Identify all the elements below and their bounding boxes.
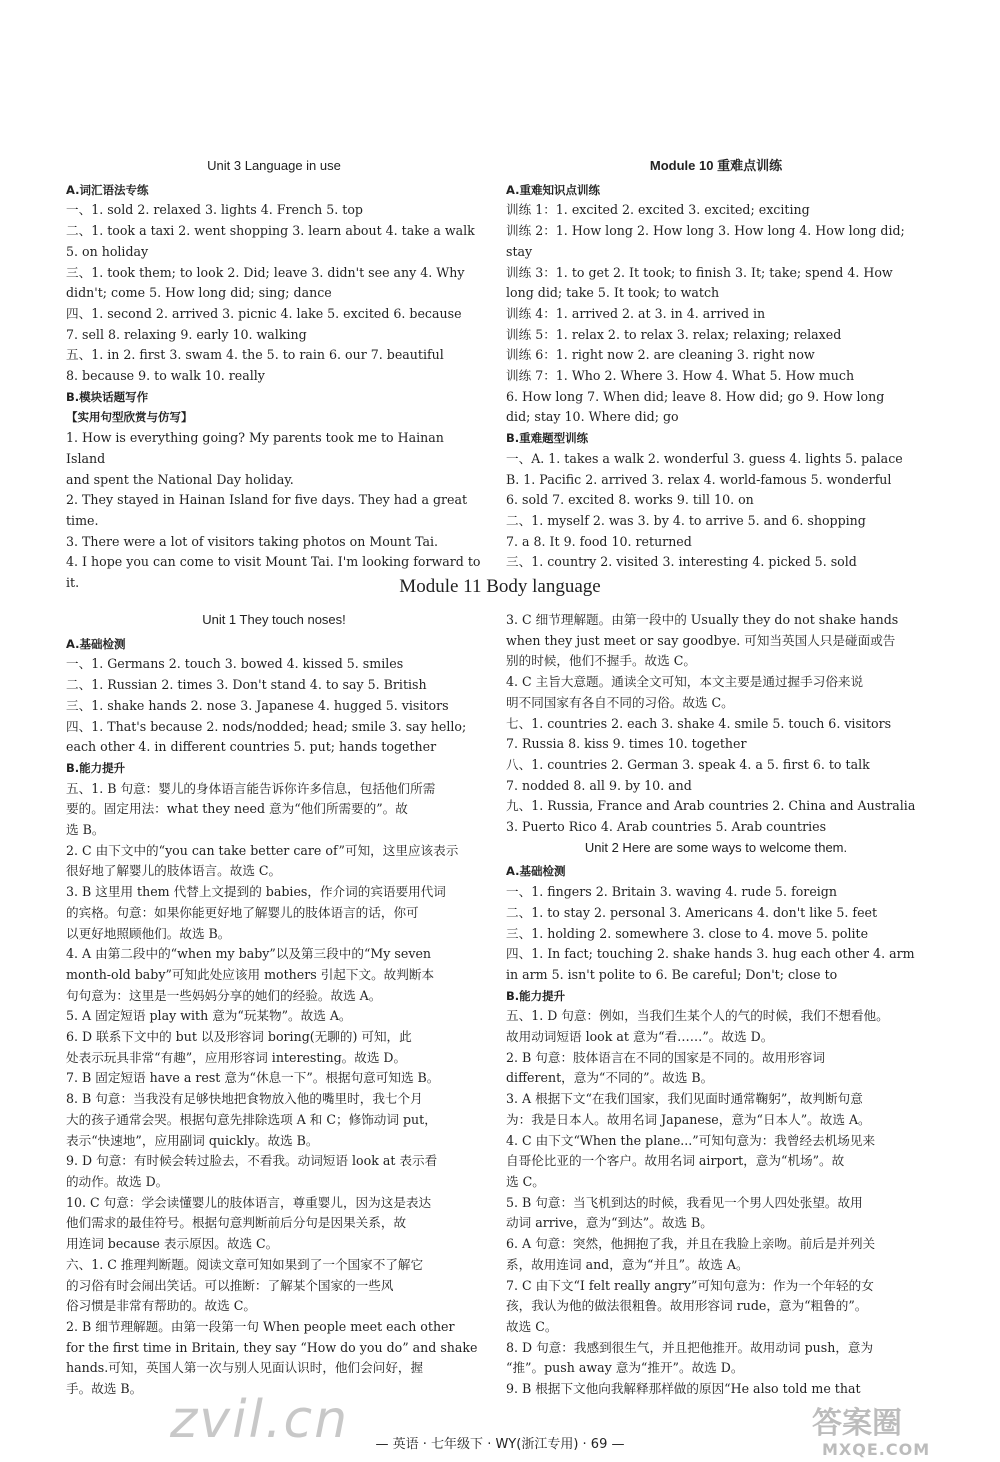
section-heading: A.基础检测 — [506, 864, 566, 879]
answer-line: 选 B。 — [66, 822, 105, 838]
answer-line: 4. A 由第二段中的“when my baby”以及第三段中的“My seven — [66, 946, 432, 962]
module-title: Module 11 Body language — [399, 576, 601, 597]
answer-line: 用连词 because 表示原因。故选 C。 — [66, 1236, 279, 1252]
answer-lines — [506, 180, 926, 573]
unit-title: Unit 2 Here are some ways to welcome them. — [584, 839, 848, 855]
answer-line: 表示“快速地”，应用副词 quickly。故选 B。 — [66, 1132, 319, 1148]
answer-line: 7. nodded 8. all 9. by 10. and — [506, 777, 692, 793]
answer-line: 为：我是日本人。故用名词 Japanese，意为“日本人”。故选 A。 — [506, 1111, 871, 1127]
answer-line: 5. B 句意：当飞机到达的时候，我看见一个男人四处张望。故用 — [506, 1194, 863, 1210]
answer-line: 七、1. countries 2. each 3. shake 4. smile 5. touch 6. visitors — [506, 715, 892, 731]
answer-line: 8. B 句意：当我没有足够快地把食物放入他的嘴里时，我七个月 — [66, 1091, 423, 1107]
answer-lines — [66, 634, 482, 1400]
answer-line: 孩，我认为他的做法很粗鲁。故用形容词 rude，意为“粗鲁的”。 — [506, 1298, 868, 1314]
answer-line: 三、1. shake hands 2. nose 3. Japanese 4. hugged 5. visitors — [66, 697, 449, 713]
answer-line: 五、1. B 句意：婴儿的身体语言能告诉你许多信息，包括他们所需 — [66, 780, 436, 796]
answer-line: 训练 7：1. Who 2. Where 3. How 4. What 5. How much — [506, 368, 855, 384]
unit-title: Unit 3 Language in use — [207, 158, 341, 173]
answer-line: 3. Puerto Rico 4. Arab countries 5. Arab countries — [506, 819, 827, 835]
answer-line: 训练 5：1. relax 2. to relax 3. relax; relaxing; relaxed — [506, 326, 842, 342]
answer-line: 5. on holiday — [66, 243, 149, 259]
answer-line: 四、1. That's because 2. nods/nodded; head; smile 3. say hello; — [66, 718, 467, 734]
answer-lines — [506, 610, 926, 1400]
watermark-logo: 答案圈 — [812, 1406, 902, 1441]
answer-line: 4. C 主旨大意题。通读全文可知，本文主要是通过握手习俗来说 — [506, 674, 864, 690]
answer-line: 8. because 9. to walk 10. really — [66, 368, 265, 384]
answer-line: 自哥伦比亚的一个客户。故用名词 airport，意为“机场”。故 — [506, 1153, 845, 1169]
answer-line: 别的时候，他们不握手。故选 C。 — [506, 653, 696, 669]
answer-line: 9. D 句意：有时候会转过脸去，不看我。动词短语 look at 表示看 — [66, 1153, 438, 1169]
answer-line: 故选 C。 — [506, 1318, 558, 1334]
section-heading: 【实用句型欣赏与仿写】 — [66, 410, 193, 425]
answer-line: did; stay 10. Where did; go — [506, 409, 679, 425]
answer-line: time. — [66, 512, 99, 528]
answer-line: month-old baby”可知此处应该用 mothers 引起下文。故判断本 — [66, 966, 435, 982]
answer-line: 二、1. took a taxi 2. went shopping 3. learn about 4. take a walk — [66, 223, 475, 239]
answer-line: 训练 1：1. excited 2. excited 3. excited; exciting — [506, 202, 810, 218]
answer-line: 五、1. D 句意：例如，当我们生某个人的气的时候，我们不想看他。 — [506, 1008, 889, 1024]
answer-line: for the first time in Britain, they say “How do you do” and shake — [66, 1339, 478, 1355]
answer-line: 7. B 固定短语 have a rest 意为“休息一下”。根据句意可知选 B。 — [66, 1070, 440, 1086]
answer-line: 5. A 固定短语 play with 意为“玩某物”。故选 A。 — [66, 1008, 352, 1024]
section-heading: B.重难题型训练 — [506, 431, 589, 446]
answer-line: 以更好地照顾他们。故选 B。 — [66, 925, 231, 941]
answer-line: each other 4. in different countries 5. put; hands together — [66, 739, 437, 755]
module-review-title: Module 10 重难点训练 — [649, 158, 783, 173]
answer-line: 二、1. myself 2. was 3. by 4. to arrive 5. and 6. shopping — [506, 512, 866, 528]
answer-line: 3. C 细节理解题。由第一段中的 Usually they do not shake hands — [506, 612, 899, 627]
watermark-left: zvil.cn — [170, 1390, 350, 1450]
answer-line: 3. A 根据下文“在我们国家，我们见面时通常鞠躬”，故判断句意 — [506, 1091, 863, 1107]
answer-line: 二、1. Russian 2. times 3. Don't stand 4. to say 5. British — [66, 677, 427, 693]
answer-line: when they just meet or say goodbye. 可知当英国人只是碰面或告 — [506, 632, 896, 648]
section-heading: B.模块话题写作 — [66, 389, 149, 404]
answer-line: 6. sold 7. excited 8. works 9. till 10. on — [506, 492, 754, 508]
answer-line: 一、1. fingers 2. Britain 3. waving 4. rude 5. foreign — [506, 884, 837, 900]
answer-line: 要的。固定用法：what they need 意为“他们所需要的”。故 — [66, 801, 408, 817]
answer-line: 处表示玩具非常“有趣”，应用形容词 interesting。故选 D。 — [66, 1049, 407, 1065]
answer-line: 训练 2：1. How long 2. How long 3. How long 4. How long did; stay — [506, 223, 905, 259]
answer-line: 的动作。故选 D。 — [66, 1173, 169, 1189]
section-heading: A.基础检测 — [66, 636, 126, 651]
answer-line: 6. D 联系下文中的 but 以及形容词 boring(无聊的) 可知，此 — [66, 1029, 412, 1045]
page-footer: — 英语 · 七年级下 · WY(浙江专用) · 69 — — [375, 1437, 625, 1452]
answer-line: 的习俗有时会闹出笑话。可以推断：了解某个国家的一些风 — [66, 1277, 394, 1293]
answer-line: 训练 4：1. arrived 2. at 3. in 4. arrived in — [506, 305, 766, 321]
answer-line: 二、1. to stay 2. personal 3. Americans 4. don't like 5. feet — [506, 904, 878, 920]
section-heading: B.能力提升 — [66, 760, 126, 775]
answer-line: 训练 6：1. right now 2. are cleaning 3. right now — [506, 347, 815, 363]
answer-line: 1. How is everything going? My parents took me to Hainan Island — [66, 430, 444, 466]
section-heading: A.词汇语法专练 — [66, 182, 149, 197]
answer-lines — [66, 180, 482, 594]
answer-line: 很好地了解婴儿的肢体语言。故选 C。 — [66, 863, 282, 879]
answer-line: 3. There were a lot of visitors taking photos on Mount Tai. — [66, 533, 439, 549]
column-bottom-left — [66, 610, 482, 1400]
answer-line: 大的孩子通常会哭。根据句意先排除选项 A 和 C；修饰动词 put， — [66, 1111, 437, 1127]
watermark-url: MXQE.COM — [822, 1440, 931, 1459]
answer-line: 一、1. Germans 2. touch 3. bowed 4. kissed 5. smiles — [66, 656, 404, 672]
answer-line: 三、1. took them; to look 2. Did; leave 3. didn't see any 4. Why — [66, 264, 465, 280]
answer-line: 7. a 8. It 9. food 10. returned — [506, 533, 692, 549]
column-top-right — [506, 156, 926, 573]
answer-line: 7. Russia 8. kiss 9. times 10. together — [506, 736, 747, 752]
answer-line: 8. D 句意：我感到很生气，并且把他推开。故用动词 push，意为 — [506, 1339, 874, 1355]
section-heading: B.能力提升 — [506, 988, 566, 1003]
answer-line: 7. sell 8. relaxing 9. early 10. walking — [66, 326, 307, 342]
answer-line: 3. B 这里用 them 代替上文提到的 babies，作介词的宾语要用代词 — [66, 884, 446, 900]
answer-line: 四、1. second 2. arrived 3. picnic 4. lake 5. excited 6. because — [66, 305, 462, 321]
answer-line: “推”。push away 意为“推开”。故选 D。 — [506, 1360, 744, 1376]
answer-line: 训练 3：1. to get 2. It took; to finish 3. It; take; spend 4. How — [506, 264, 893, 280]
answer-line: 2. C 由下文中的“you can take better care of”可知，这里应该表示 — [66, 842, 459, 858]
answer-line: 的宾格。句意：如果你能更好地了解婴儿的肢体语言的话，你可 — [66, 904, 419, 920]
answer-line: 九、1. Russia, France and Arab countries 2. China and Australia — [506, 798, 916, 814]
column-top-left — [66, 156, 482, 594]
answer-line: 三、1. holding 2. somewhere 3. close to 4. move 5. polite — [506, 925, 869, 941]
answer-line: 六、1. C 推理判断题。阅读文章可知如果到了一个国家不了解它 — [66, 1256, 424, 1272]
answer-line: 4. I hope you can come to visit Mount Tai. I'm looking forward to it. — [66, 554, 481, 591]
answer-line: 一、1. sold 2. relaxed 3. lights 4. French 5. top — [66, 202, 363, 218]
answer-line: 八、1. countries 2. German 3. speak 4. a 5. first 6. to talk — [506, 756, 870, 772]
answer-line: 四、1. In fact; touching 2. shake hands 3. hug each other 4. arm — [506, 946, 915, 962]
answer-line: 三、1. country 2. visited 3. interesting 4. picked 5. sold — [506, 554, 857, 570]
answer-line: 选 C。 — [506, 1173, 545, 1189]
answer-line: didn't; come 5. How long did; sing; dance — [66, 285, 332, 301]
section-heading: A.重难知识点训练 — [506, 182, 600, 197]
answer-line: 10. C 句意：学会读懂婴儿的肢体语言，尊重婴儿，因为这是表达 — [66, 1194, 432, 1210]
answer-line: 4. C 由下文“When the plane...”可知句意为：我曾经去机场见来 — [506, 1132, 876, 1148]
answer-line: 系，故用连词 and，意为“并且”。故选 A。 — [506, 1256, 749, 1272]
answer-line: 2. They stayed in Hainan Island for five days. They had a great — [66, 492, 468, 508]
answer-line: 明不同国家有各自不同的习俗。故选 C。 — [506, 694, 734, 710]
answer-line: and spent the National Day holiday. — [66, 471, 294, 487]
answer-line: 6. A 句意：突然，他拥抱了我，并且在我脸上亲吻。前后是并列关 — [506, 1236, 876, 1252]
answer-line: 9. B 根据下文他向我解释那样做的原因“He also told me that — [506, 1381, 861, 1397]
answer-line: hands.可知，英国人第一次与别人见面认识时，他们会问好，握 — [66, 1360, 424, 1376]
answer-line: 他们需求的最佳符号。根据句意判断前后分句是因果关系，故 — [66, 1215, 407, 1231]
answer-line: in arm 5. isn't polite to 6. Be careful; Don't; close to — [506, 966, 838, 982]
answer-line: 2. B 句意：肢体语言在不同的国家是不同的。故用形容词 — [506, 1049, 825, 1065]
answer-line: 6. How long 7. When did; leave 8. How did; go 9. How long — [506, 388, 885, 404]
answer-line: B. 1. Pacific 2. arrived 3. relax 4. world-famous 5. wonderful — [506, 471, 892, 487]
answer-line: 2. B 细节理解题。由第一段第一句 When people meet each other — [66, 1318, 455, 1334]
answer-line: 手。故选 B。 — [66, 1381, 143, 1397]
answer-line: 故用动词短语 look at 意为“看……”。故选 D。 — [506, 1029, 774, 1045]
answer-line: 动词 arrive，意为“到达”。故选 B。 — [506, 1215, 713, 1231]
answer-line: different，意为“不同的”。故选 B。 — [506, 1070, 714, 1086]
answer-line: 五、1. in 2. first 3. swam 4. the 5. to rain 6. our 7. beautiful — [66, 347, 444, 363]
answer-line: long did; take 5. It took; to watch — [506, 285, 720, 301]
column-bottom-right — [506, 610, 926, 1400]
answer-line: 俗习惯是非常有帮助的。故选 C。 — [66, 1298, 256, 1314]
answer-line: 7. C 由下文“I felt really angry”可知句意为：作为一个年轻的女 — [506, 1277, 874, 1293]
answer-line: 句句意为：这里是一些妈妈分享的她们的经验。故选 A。 — [66, 987, 382, 1003]
unit-title: Unit 1 They touch noses! — [202, 612, 346, 627]
answer-line: 一、A. 1. takes a walk 2. wonderful 3. guess 4. lights 5. palace — [506, 450, 903, 466]
